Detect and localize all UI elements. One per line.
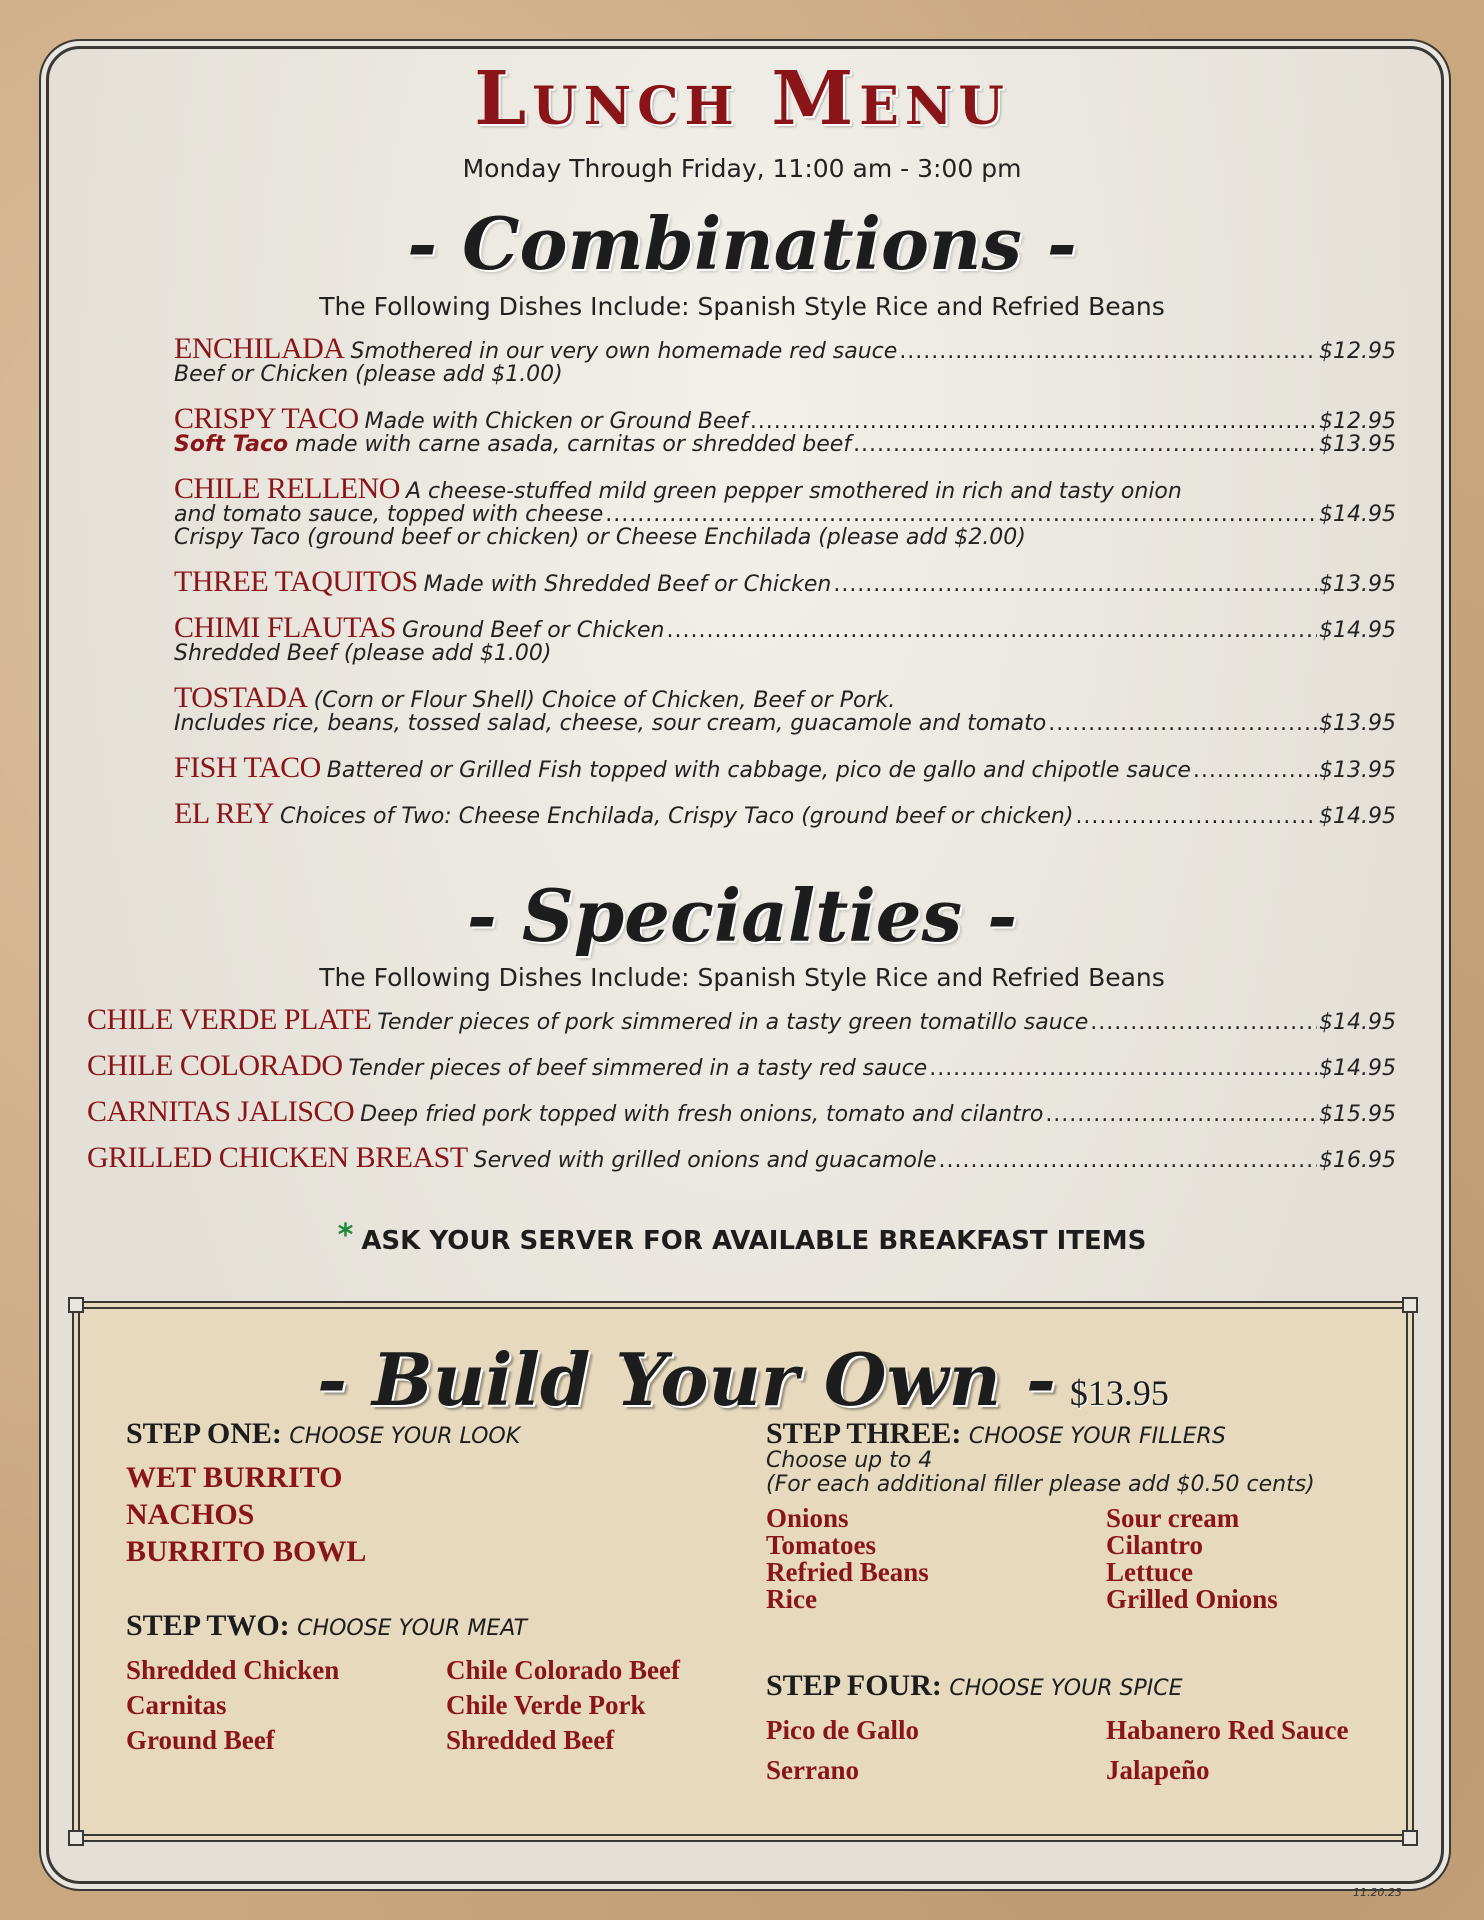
step-two-heading	[126, 1609, 527, 1643]
meat-option: Chile Verde Pork	[446, 1690, 646, 1720]
meat-option: Carnitas	[126, 1690, 227, 1720]
filler-option: Rice	[766, 1584, 817, 1614]
item-desc: (Corn or Flour Shell) Choice of Chicken, Beef or Pork.	[313, 688, 896, 713]
item-note: Crispy Taco (ground beef or chicken) or Cheese Enchilada (please add $2.00)	[174, 525, 1026, 550]
item-name: THREE TAQUITOS	[174, 565, 418, 598]
item-desc: Served with grilled onions and guacamole	[473, 1148, 937, 1173]
leader-dots	[853, 433, 1317, 456]
menu-item-chimi-flautas	[174, 611, 1396, 666]
leader-dots	[605, 503, 1317, 526]
item-desc: A cheese-stuffed mild green pepper smothered in rich and tasty onion	[405, 479, 1182, 504]
item-name: CHILE COLORADO	[87, 1049, 343, 1082]
item-desc: Ground Beef or Chicken	[401, 618, 665, 643]
item-price: $14.95	[1319, 1010, 1396, 1035]
meat-option: Shredded Chicken	[126, 1655, 340, 1685]
item-name: EL REY	[174, 797, 275, 830]
breakfast-note-text: ASK YOUR SERVER FOR AVAILABLE BREAKFAST ITEMS	[361, 1226, 1147, 1256]
star-icon: *	[337, 1218, 354, 1253]
spice-option: Jalapeño	[1106, 1755, 1210, 1785]
leader-dots	[833, 573, 1317, 596]
leader-dots	[929, 1057, 1317, 1080]
leader-dots	[1090, 1011, 1317, 1034]
item-desc-cont: Includes rice, beans, tossed salad, cheese, sour cream, guacamole and tomato	[174, 711, 1047, 736]
filler-limit-note: Choose up to 4	[766, 1448, 933, 1473]
step-label: STEP FOUR:	[766, 1669, 942, 1702]
menu-item-chile-relleno	[174, 472, 1396, 550]
step-one-heading	[126, 1417, 520, 1451]
item-price: $12.95	[1319, 409, 1396, 434]
meat-option: Shredded Beef	[446, 1725, 615, 1755]
soft-taco-desc: made with carne asada, carnitas or shredded beef	[295, 432, 852, 457]
step-desc: CHOOSE YOUR LOOK	[289, 1424, 521, 1449]
item-desc: Choices of Two: Cheese Enchilada, Crispy Taco (ground beef or chicken)	[280, 804, 1074, 829]
item-name: GRILLED CHICKEN BREAST	[87, 1141, 468, 1174]
corner-ornament	[68, 1830, 84, 1846]
item-name: FISH TACO	[174, 751, 321, 784]
item-name: CARNITAS JALISCO	[87, 1095, 355, 1128]
build-your-own-heading: - Build Your Own -	[317, 1337, 1056, 1422]
item-price: $13.95	[1319, 711, 1396, 736]
filler-extra-note: (For each additional filler please add $0.50 cents)	[766, 1472, 1315, 1497]
leader-dots	[666, 619, 1317, 642]
menu-item-tostada	[174, 681, 1396, 736]
item-name: TOSTADA	[174, 681, 308, 714]
item-desc: Deep fried pork topped with fresh onions, tomato and cilantro	[360, 1102, 1044, 1127]
corner-ornament	[1402, 1830, 1418, 1846]
filler-option: Refried Beans	[766, 1557, 929, 1587]
item-desc-cont: and tomato sauce, topped with cheese	[174, 502, 604, 527]
specialties-subtitle: The Following Dishes Include: Spanish Style Rice and Refried Beans	[319, 963, 1165, 992]
step-label: STEP TWO:	[126, 1609, 290, 1642]
item-name: CHIMI FLAUTAS	[174, 611, 396, 644]
item-price: $14.95	[1319, 1056, 1396, 1081]
corner-ornament	[68, 1297, 84, 1313]
soft-taco-label: Soft Taco	[174, 432, 289, 457]
filler-option: Grilled Onions	[1106, 1584, 1278, 1614]
filler-option: Onions	[766, 1503, 849, 1533]
menu-item-three-taquitos	[174, 565, 1396, 598]
combinations-heading: - Combinations -	[407, 201, 1077, 286]
meat-option: Ground Beef	[126, 1725, 275, 1755]
item-name: ENCHILADA	[174, 332, 345, 365]
version-code: 11.20.23	[1353, 1886, 1402, 1899]
look-option: WET BURRITO	[126, 1461, 343, 1494]
spice-option: Habanero Red Sauce	[1106, 1715, 1349, 1745]
look-option: BURRITO BOWL	[126, 1535, 367, 1568]
menu-item-enchilada	[174, 332, 1396, 387]
filler-option: Sour cream	[1106, 1503, 1240, 1533]
soft-taco-price: $13.95	[1319, 432, 1396, 457]
leader-dots	[938, 1149, 1317, 1172]
filler-option: Lettuce	[1106, 1557, 1193, 1587]
menu-item-grilled-chicken-breast	[87, 1141, 1396, 1174]
item-price: $12.95	[1319, 339, 1396, 364]
item-desc: Tender pieces of beef simmered in a tasty red sauce	[348, 1056, 928, 1081]
step-four-heading	[766, 1669, 1183, 1703]
item-name: CHILE RELLENO	[174, 472, 400, 505]
corner-ornament	[1402, 1297, 1418, 1313]
step-label: STEP ONE:	[126, 1417, 282, 1450]
step-three-heading	[766, 1417, 1226, 1451]
leader-dots	[899, 340, 1317, 363]
look-option: NACHOS	[126, 1498, 255, 1531]
step-desc: CHOOSE YOUR FILLERS	[968, 1424, 1226, 1449]
menu-item-fish-taco	[174, 751, 1396, 784]
item-note: Shredded Beef (please add $1.00)	[174, 641, 552, 666]
leader-dots	[1045, 1103, 1317, 1126]
filler-option: Tomatoes	[766, 1530, 877, 1560]
item-price: $13.95	[1319, 758, 1396, 783]
item-price: $14.95	[1319, 804, 1396, 829]
leader-dots	[1193, 759, 1317, 782]
leader-dots	[1075, 805, 1317, 828]
item-price: $15.95	[1319, 1102, 1396, 1127]
specialties-heading: - Specialties -	[466, 873, 1018, 958]
item-price: $14.95	[1319, 618, 1396, 643]
step-desc: CHOOSE YOUR MEAT	[297, 1616, 528, 1641]
menu-title: Lunch Menu	[474, 56, 1010, 142]
filler-option: Cilantro	[1106, 1530, 1204, 1560]
item-name: CRISPY TACO	[174, 402, 359, 435]
item-desc: Tender pieces of pork simmered in a tasty green tomatillo sauce	[377, 1010, 1089, 1035]
breakfast-note	[0, 1218, 1484, 1256]
step-label: STEP THREE:	[766, 1417, 962, 1450]
leader-dots	[750, 410, 1317, 433]
menu-item-carnitas-jalisco	[87, 1095, 1396, 1128]
menu-item-crispy-taco	[174, 402, 1396, 457]
item-note: Beef or Chicken (please add $1.00)	[174, 362, 563, 387]
item-price: $16.95	[1319, 1148, 1396, 1173]
item-name: CHILE VERDE PLATE	[87, 1003, 372, 1036]
item-price: $13.95	[1319, 572, 1396, 597]
item-desc: Made with Shredded Beef or Chicken	[423, 572, 832, 597]
step-desc: CHOOSE YOUR SPICE	[949, 1676, 1183, 1701]
item-desc: Made with Chicken or Ground Beef	[364, 409, 748, 434]
spice-option: Pico de Gallo	[766, 1715, 919, 1745]
item-desc: Smothered in our very own homemade red sauce	[350, 339, 898, 364]
menu-item-chile-colorado	[87, 1049, 1396, 1082]
hours-text: Monday Through Friday, 11:00 am - 3:00 pm	[462, 154, 1022, 183]
leader-dots	[1048, 712, 1317, 735]
build-your-own-title	[80, 1337, 1406, 1422]
build-your-own-panel	[78, 1307, 1408, 1836]
combinations-subtitle: The Following Dishes Include: Spanish Style Rice and Refried Beans	[319, 292, 1165, 321]
item-price: $14.95	[1319, 502, 1396, 527]
item-desc: Battered or Grilled Fish topped with cabbage, pico de gallo and chipotle sauce	[326, 758, 1191, 783]
menu-item-el-rey	[174, 797, 1396, 830]
build-your-own-price: $13.95	[1069, 1373, 1169, 1413]
menu-item-chile-verde-plate	[87, 1003, 1396, 1036]
spice-option: Serrano	[766, 1755, 859, 1785]
meat-option: Chile Colorado Beef	[446, 1655, 680, 1685]
